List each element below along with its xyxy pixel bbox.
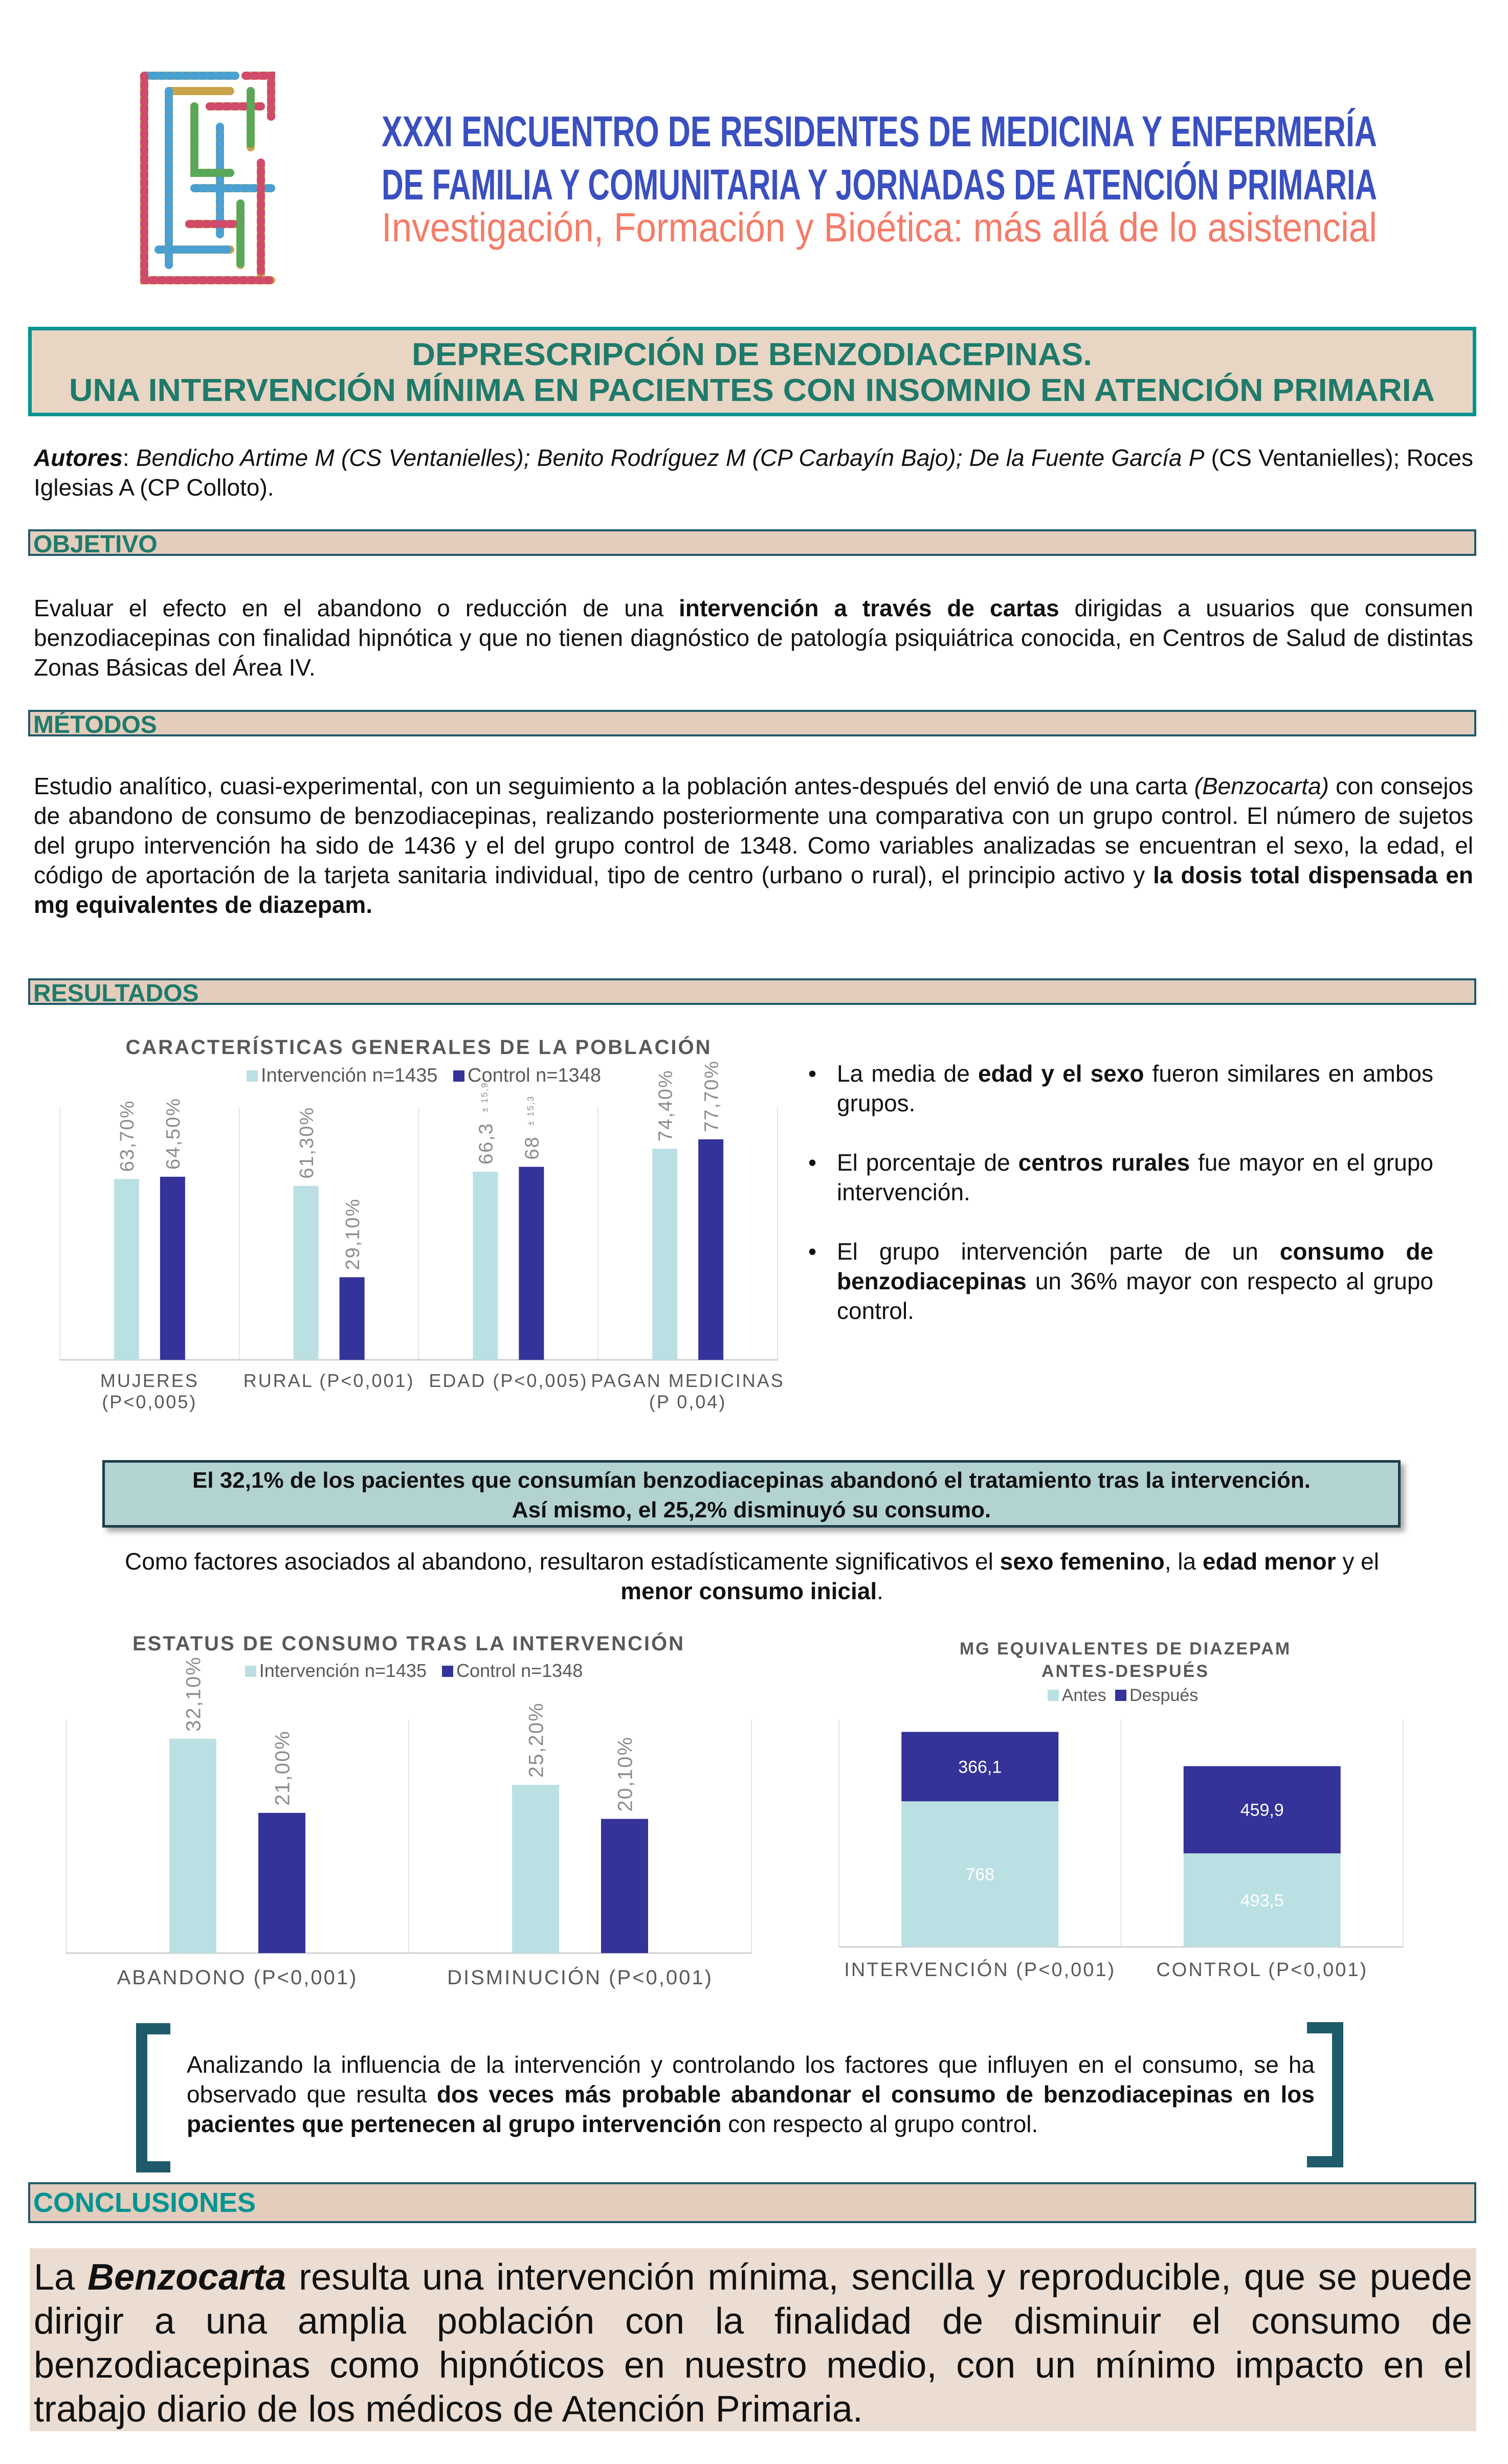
category-label: INTERVENCIÓN (P<0,001)	[844, 1959, 1116, 1981]
data-label: 459,9	[1240, 1800, 1284, 1820]
data-label: 21,00%	[271, 1730, 294, 1806]
objetivo-text	[34, 593, 1473, 682]
section-header-metodos	[28, 710, 1476, 736]
legend-label: Control n=1348	[468, 1065, 601, 1086]
legend-label: Antes	[1061, 1686, 1106, 1705]
authors-label: Autores	[34, 444, 123, 471]
data-label: 63,70%	[117, 1100, 139, 1172]
data-label: 74,40%	[655, 1069, 677, 1142]
bar-control	[258, 1813, 305, 1953]
bar-intervencion	[294, 1186, 319, 1360]
section-title: CONCLUSIONES	[33, 2187, 256, 2218]
data-label: $66,3^{\pm 15,9}$	[475, 1082, 497, 1164]
key-result-line2: Así mismo, el 25,2% disminuyó su consumo.	[512, 1497, 991, 1522]
poster-title-box	[28, 327, 1476, 416]
chart-plot	[60, 1028, 785, 1447]
chart-title: MG EQUIVALENTES DE DIAZEPAM ANTES-DESPUÉS	[959, 1639, 1292, 1681]
legend-label: Control n=1348	[456, 1660, 583, 1681]
conclusion-text: La Benzocarta resulta una intervención mínima, sencilla y reproducible, que se puede dirigir a una amplia población con la finalidad de disminuir el consumo de benzodiacepinas como hipnóticos en nuestro medio, con un mínimo impacto en el trabajo diario de los médicos de Atención Primaria.	[30, 2248, 1476, 2431]
text-bold: la dosis total dispensada en mg equivalentes de diazepam.	[34, 862, 1473, 918]
section-title: RESULTADOS	[33, 980, 199, 1007]
chart-plot	[839, 1628, 1407, 1997]
bar-control	[601, 1819, 648, 1953]
category-label: ABANDONO (P<0,001)	[117, 1966, 358, 1989]
chart-consumption-status	[66, 1628, 751, 1997]
category-label: PAGAN MEDICINAS (P 0,04)	[591, 1370, 785, 1413]
congress-title-line1: XXXI ENCUENTRO DE RESIDENTES DE MEDICINA Y ENFERMERÍA	[382, 107, 1377, 155]
authors-names-rest: (CS Ventanielles); Roces Iglesias A (CP Colloto).	[34, 444, 1473, 501]
bar-control	[698, 1139, 723, 1360]
data-label: 64,50%	[163, 1097, 185, 1170]
category-label: EDAD (P<0,005)	[429, 1370, 588, 1391]
data-label: 29,10%	[342, 1198, 364, 1270]
congress-subtitle: Investigación, Formación y Bioética: más allá de lo asistencial	[382, 205, 1377, 250]
chart-title: CARACTERÍSTICAS GENERALES DE LA POBLACIÓN	[125, 1036, 712, 1059]
bar-control	[340, 1277, 365, 1360]
data-label: 77,70%	[701, 1060, 723, 1132]
bar-intervencion	[512, 1785, 559, 1953]
authors	[34, 443, 1473, 502]
authors-names: Bendicho Artime M (CS Ventanielles); Benito Rodríguez M (CP Carbayín Bajo); De la Fuente García P	[136, 444, 1205, 471]
text: Evaluar el efecto en el abandono o reducción de una	[34, 595, 679, 621]
section-title: MÉTODOS	[33, 711, 157, 738]
section-header-resultados	[28, 978, 1476, 1005]
text: dirigidas a usuarios que consumen benzodiacepinas con finalidad hipnótica y que no tienen diagnóstico de patología psiquiátrica conocida, en Centros de Salud de distintas Zonas Básicas del Área IV.	[34, 595, 1473, 681]
metodos-text	[34, 771, 1473, 920]
data-label: 366,1	[958, 1757, 1002, 1777]
legend-label: Después	[1129, 1686, 1199, 1705]
left-bracket	[142, 2029, 170, 2167]
section-header-conclusiones	[28, 2182, 1476, 2223]
text: con consejos de abandono de consumo de benzodiacepinas, realizando posteriormente una comparativa con un grupo control. El número de sujetos del grupo intervención ha sido de 1436 y el del grupo control de 1348. Como variables analizadas se encuentran el sexo, la edad, el código de aportación de la tarjeta sanitaria individual, tipo de centro (urbano o rural), el principio activo y	[34, 773, 1474, 888]
congress-title-line2: DE FAMILIA Y COMUNITARIA Y JORNADAS DE ATENCIÓN PRIMARIA	[382, 161, 1377, 209]
section-title: OBJETIVO	[33, 531, 158, 558]
bar-intervencion	[169, 1739, 216, 1953]
bar-control	[519, 1167, 544, 1360]
list-item: • La media de edad y el sexo fueron similares en ambos grupos.	[808, 1059, 1433, 1118]
poster-title	[32, 330, 1473, 413]
data-label: 61,30%	[296, 1106, 318, 1179]
category-label: CONTROL (P<0,001)	[1156, 1959, 1368, 1981]
legend-label: Intervención n=1435	[261, 1065, 438, 1086]
poster-title-line2: UNA INTERVENCIÓN MÍNIMA EN PACIENTES CON INSOMNIO EN ATENCIÓN PRIMARIA	[69, 373, 1435, 408]
poster-title-line1: DEPRESCRIPCIÓN DE BENZODIACEPINAS.	[412, 337, 1092, 372]
text: Estudio analítico, cuasi-experimental, con un seguimiento a la población antes-después del envió de una carta	[34, 773, 1194, 799]
bar-intervencion	[473, 1172, 498, 1360]
category-label: DISMINUCIÓN (P<0,001)	[447, 1966, 713, 1989]
bar-control	[160, 1177, 185, 1360]
category-label: MUJERES (P<0,005)	[100, 1370, 199, 1413]
congress-header	[379, 102, 1381, 256]
section-header-objetivo	[28, 529, 1476, 556]
chart-characteristics	[60, 1028, 785, 1447]
associated-factors: Como factores asociados al abandono, resultaron estadísticamente significativos el sexo femenino, la edad menor y el menor consumo inicial.	[125, 1548, 1379, 1604]
text-italic: (Benzocarta)	[1194, 773, 1329, 799]
data-label: 32,10%	[182, 1656, 205, 1732]
chart-diazepam-equivalents	[839, 1628, 1407, 1997]
chart-title: ESTATUS DE CONSUMO TRAS LA INTERVENCIÓN	[132, 1632, 685, 1655]
authors-separator: :	[122, 444, 136, 471]
data-label: 493,5	[1240, 1891, 1284, 1911]
congress-logo	[138, 71, 353, 287]
bar-intervencion	[114, 1179, 139, 1360]
text-bold: intervención a través de cartas	[678, 595, 1059, 621]
key-result-line1: El 32,1% de los pacientes que consumían benzodiacepinas abandonó el tratamiento tras la intervención.	[192, 1468, 1311, 1493]
chart-plot	[66, 1628, 751, 1997]
list-item: • El porcentaje de centros rurales fue mayor en el grupo intervención.	[808, 1148, 1433, 1207]
regression-result: Analizando la influencia de la intervención y controlando los factores que influyen en el consumo, se ha observado que resulta dos veces más probable abandonar el consumo de benzodiacepinas en los pacientes que pertenecen al grupo intervención con respecto al grupo control.	[187, 2051, 1315, 2137]
results-bullets	[808, 1059, 1433, 1355]
data-label: 768	[965, 1865, 995, 1885]
data-label: 25,20%	[525, 1702, 548, 1778]
key-result-box	[102, 1460, 1401, 1528]
bar-intervencion	[652, 1149, 677, 1360]
data-label: $68^{\pm 15,3}$	[521, 1095, 543, 1160]
list-item: • El grupo intervención parte de un consumo de benzodiacepinas un 36% mayor con respecto al grupo control.	[808, 1237, 1433, 1326]
legend-label: Intervención n=1435	[259, 1660, 427, 1681]
category-label: RURAL (P<0,001)	[243, 1370, 415, 1391]
data-label: 20,10%	[614, 1736, 637, 1812]
